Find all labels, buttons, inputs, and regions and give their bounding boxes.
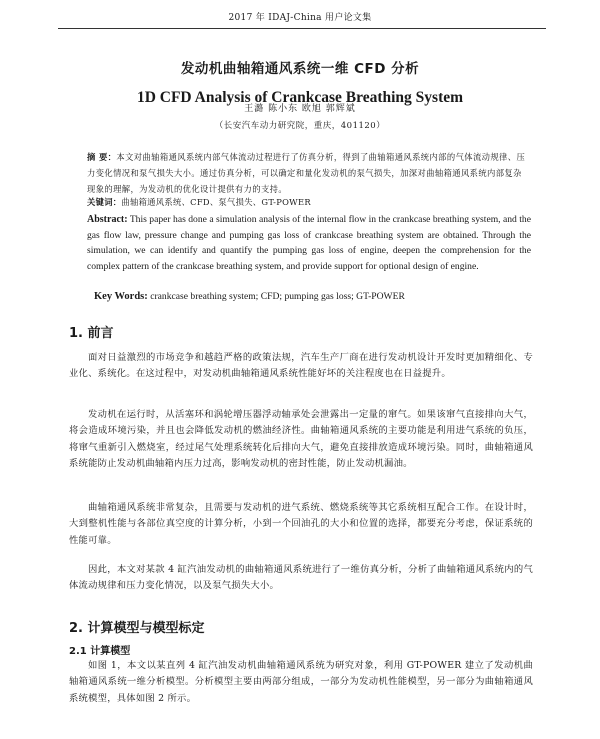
paragraph: 如图 1，本文以某直列 4 缸汽油发动机曲轴箱通风系统为研究对象，利用 GT-POWER 建立了发动机曲轴箱通风系统一维分析模型。分析模型主要由两部分组成，一部分为发动机性能模型，另一部分为曲轴箱通风系统模型，具体如图 2 所示。 (69, 660, 533, 704)
header-rule (58, 28, 546, 29)
abstract-en-label: Abstract: (87, 214, 128, 225)
affiliation: （长安汽车动力研究院，重庆，401120） (214, 121, 386, 131)
keywords-cn-label: 关键词： (87, 197, 122, 207)
paragraph: 面对日益激烈的市场竞争和越趋严格的政策法规，汽车生产厂商在进行发动机设计开发时更加精细化、专业化、系统化。在这过程中，对发动机曲轴箱通风系统性能好坏的关注程度也在日益提升。 (69, 352, 533, 380)
keywords-en-label: Key Words: (94, 291, 148, 302)
title-chinese: 发动机曲轴箱通风系统一维 CFD 分析 (180, 61, 420, 78)
paragraph: 因此，本文对某款 4 缸汽油发动机的曲轴箱通风系统进行了一维仿真分析，分析了曲轴箱通风系统内的气体流动规律和压力变化情况，以及泵气损失大小。 (69, 564, 533, 592)
keywords-chinese (87, 196, 529, 208)
abstract-cn-label: 摘 要： (87, 152, 117, 162)
section-heading-introduction: 1. 前言 (69, 326, 114, 341)
keywords-english (94, 291, 534, 302)
keywords-cn-text: 曲轴箱通风系统、CFD、泵气损失、GT-POWER (121, 197, 311, 207)
section-heading-model: 2. 计算模型与模型标定 (69, 621, 205, 636)
running-head: 2017 年 IDAJ-China 用户论文集 (228, 13, 372, 23)
keywords-en-text: crankcase breathing system; CFD; pumping gas loss; GT-POWER (150, 291, 405, 302)
abstract-chinese (87, 149, 529, 197)
paragraph: 曲轴箱通风系统非常复杂，且需要与发动机的进气系统、燃烧系统等其它系统相互配合工作。在设计时，大到整机性能与各部位真空度的计算分析，小到一个回油孔的大小和位置的选择，都要充分考虑，保证系统的性能可靠。 (69, 502, 533, 546)
authors: 王潞 陈小东 欧旭 郭辉斌 (244, 104, 356, 114)
abstract-cn-text: 本文对曲轴箱通风系统内部气体流动过程进行了仿真分析，得到了曲轴箱通风系统内部的气体流动规律、压力变化情况和泵气损失大小。通过仿真分析，可以确定和量化发动机的泵气损失，加深对曲轴箱通风系统内部复杂现象的理解，为发动机的优化设计提供有力的支持。 (87, 152, 526, 194)
abstract-en-text: This paper has done a simulation analysis of the internal flow in the crankcase breathing system, and the gas flow law, pressure change and pumping gas loss of crankcase breathing system are obtained. Through the simulation, we can identify and quantify the pumping gas loss of engine, deepen the comprehension for the complex pattern of the crankcase breathing system, and provide support for optional design of engine. (87, 214, 531, 272)
paragraph: 发动机在运行时，从活塞环和涡轮增压器浮动轴承处会泄露出一定量的窜气。如果该窜气直接排向大气，将会造成环境污染，并且也会降低发动机的燃油经济性。曲轴箱通风系统的主要功能是利用进气系统的负压，将窜气重新引入燃烧室，经过尾气处理系统转化后排向大气，避免直接排放造成环境污染。同时，曲轴箱通风系统能防止发动机曲轴箱内压力过高，影响发动机的密封性能，防止发动机漏油。 (69, 409, 533, 469)
subsection-heading-calculation-model: 2.1 计算模型 (69, 646, 131, 657)
abstract-english (87, 212, 531, 274)
title-english: 1D CFD Analysis of Crankcase Breathing System (136, 88, 464, 106)
